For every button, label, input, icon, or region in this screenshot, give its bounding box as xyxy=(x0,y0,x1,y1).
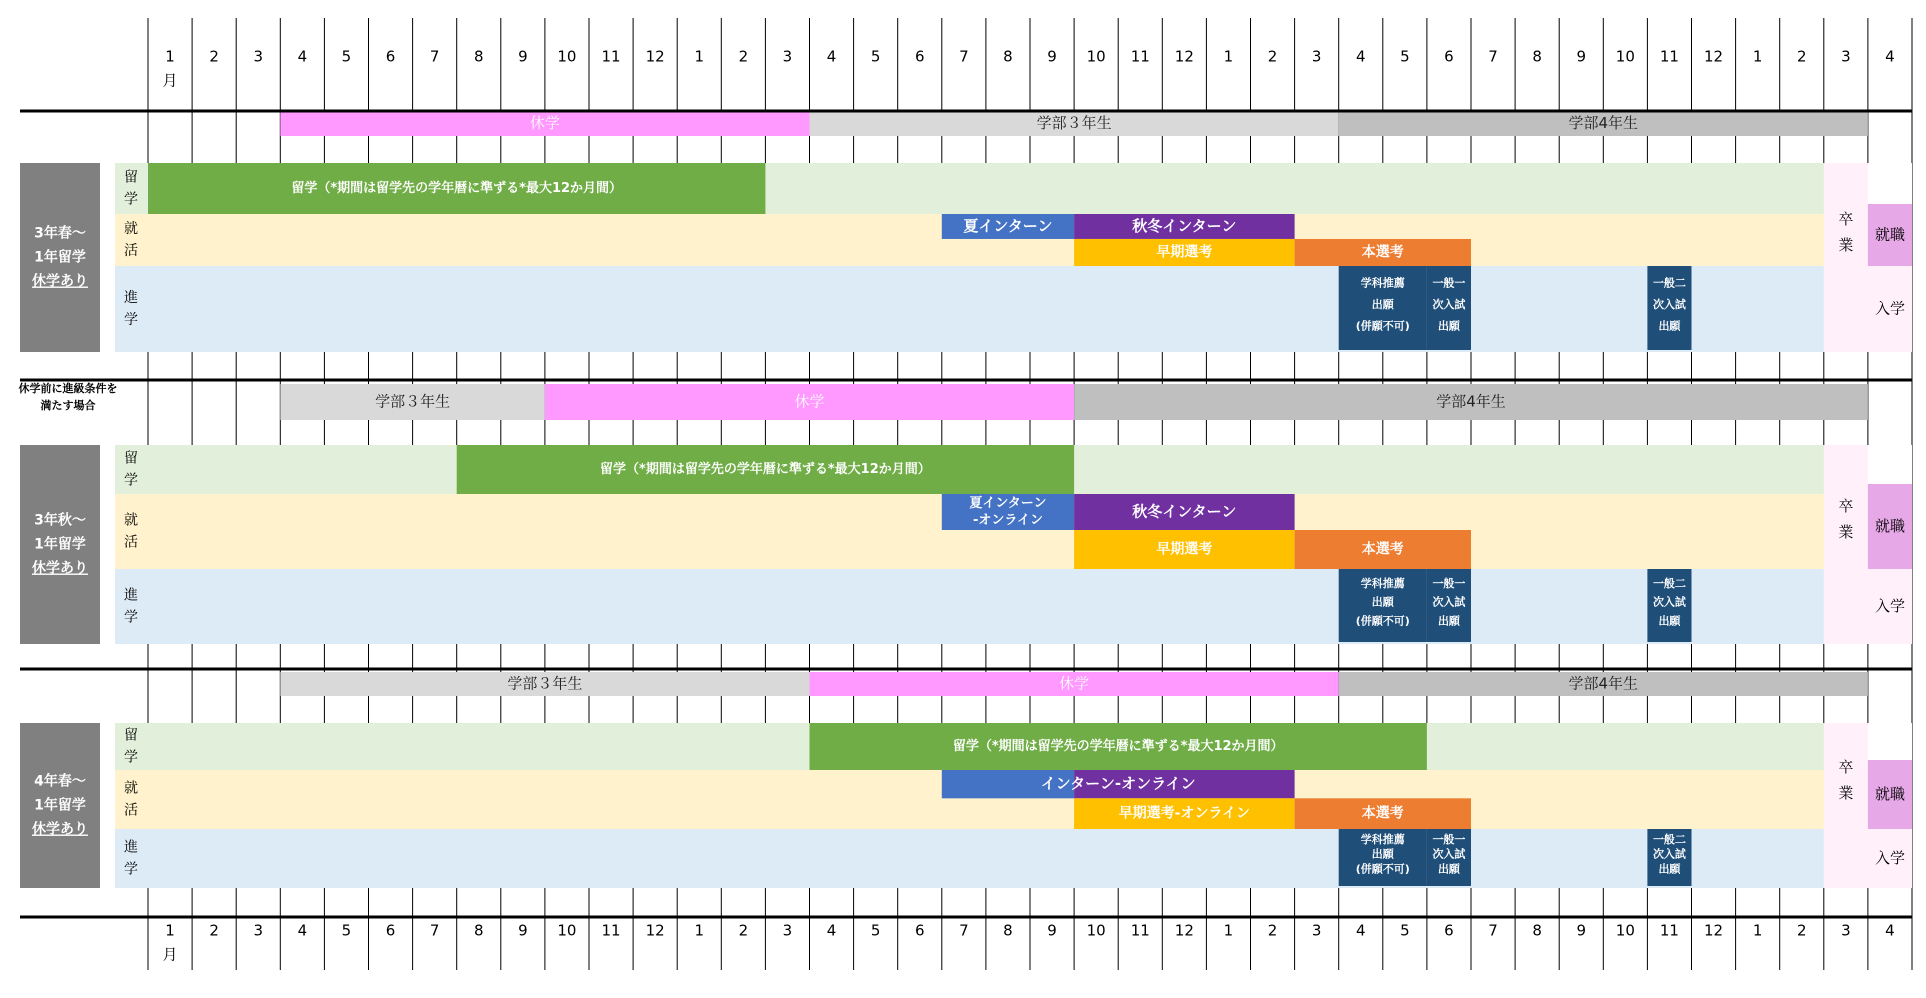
section-3-application-label: 次入試 xyxy=(1652,847,1686,861)
section-2-status-label: 休学 xyxy=(794,392,825,411)
section-3-grad-row-bg xyxy=(115,829,1912,888)
bottom-month-20: 8 xyxy=(1003,921,1013,940)
top-month-12: 12 xyxy=(645,47,665,66)
section-1-application-label: (併願不可) xyxy=(1355,319,1410,333)
section-2-application-label: 学科推薦 xyxy=(1360,576,1405,590)
section-3-graduation-label: 業 xyxy=(1838,784,1854,802)
bottom-month-9: 9 xyxy=(518,921,528,940)
section-1-graduation-column xyxy=(1824,163,1868,352)
section-3-row-label: 学 xyxy=(124,749,138,766)
bottom-month-25: 1 xyxy=(1223,921,1234,940)
bottom-month-32: 8 xyxy=(1532,921,1542,940)
section-1-row-label: 留 xyxy=(124,169,138,186)
bottom-month-17: 5 xyxy=(870,921,881,940)
section-2-row-label: 学 xyxy=(124,472,138,489)
bottom-month-unit: 月 xyxy=(162,945,178,964)
bottom-month-2: 2 xyxy=(209,921,219,940)
section-3-enrollment-label: 入学 xyxy=(1874,849,1905,867)
section-1-employment-label: 就職 xyxy=(1874,225,1905,244)
top-month-13: 1 xyxy=(694,47,705,66)
top-month-27: 3 xyxy=(1311,47,1322,66)
section-2-study-bar-label: 留学（*期間は留学先の学年暦に準ずる*最大12か月間） xyxy=(600,462,931,477)
top-month-25: 1 xyxy=(1223,47,1234,66)
section-2-enrollment-label: 入学 xyxy=(1874,597,1905,615)
section-3-row-label: 進 xyxy=(124,839,138,856)
section-2-graduation-label: 卒 xyxy=(1838,497,1854,515)
top-month-26: 2 xyxy=(1267,47,1278,66)
top-month-14: 2 xyxy=(738,47,749,66)
bottom-month-10: 10 xyxy=(557,921,577,940)
section-2-intern-bar-label: -オンライン xyxy=(972,513,1043,528)
section-3-application-label: 出願 xyxy=(1437,862,1460,876)
section-1-study-bar-label: 留学（*期間は留学先の学年暦に準ずる*最大12か月間） xyxy=(291,181,623,196)
section-2-intern-bar-label: 夏インターン xyxy=(969,496,1047,511)
top-month-39: 3 xyxy=(1841,47,1851,66)
section-3-row-label: 留 xyxy=(124,727,138,744)
bottom-month-15: 3 xyxy=(782,921,793,940)
section-3-row-label: 活 xyxy=(124,802,138,819)
section-1-row-label: 学 xyxy=(124,191,138,208)
top-month-30: 6 xyxy=(1444,47,1454,66)
section-1-intern-bar-label: 秋冬インターン xyxy=(1132,216,1237,235)
top-month-29: 5 xyxy=(1400,47,1410,66)
section-1-application-label: 学科推薦 xyxy=(1360,276,1405,290)
section-1-label-line: 休学あり xyxy=(32,273,88,290)
section-2-grad-row-bg xyxy=(115,569,1912,644)
bottom-month-1: 1 xyxy=(165,921,175,940)
bottom-month-11: 11 xyxy=(601,921,621,940)
bottom-month-28: 4 xyxy=(1355,921,1366,940)
section-2-note-line: 休学前に進級条件を xyxy=(18,382,118,395)
section-3-graduation-label: 卒 xyxy=(1838,758,1854,776)
section-3-label-line: 休学あり xyxy=(32,821,88,838)
section-3-application-label: 出願 xyxy=(1371,847,1394,861)
top-month-19: 7 xyxy=(959,47,969,66)
section-1-status-label: 休学 xyxy=(529,114,560,132)
section-2-label-line: 休学あり xyxy=(32,560,88,577)
bottom-month-3: 3 xyxy=(253,921,264,940)
section-1-row-label: 就 xyxy=(124,221,138,237)
section-3-status-label: 学部３年生 xyxy=(507,674,583,693)
top-month-11: 11 xyxy=(601,47,621,66)
section-2-graduation-label: 業 xyxy=(1838,523,1854,541)
top-month-9: 9 xyxy=(518,47,528,66)
section-3-graduation-column xyxy=(1824,723,1868,888)
top-month-unit: 月 xyxy=(162,71,178,90)
section-3-application-label: (併願不可) xyxy=(1355,862,1410,876)
section-1-selection-bar-label: 本選考 xyxy=(1361,244,1404,261)
section-2-note-line: 満たす場合 xyxy=(40,399,96,412)
top-month-32: 8 xyxy=(1532,47,1542,66)
section-2-employment-label: 就職 xyxy=(1874,517,1905,535)
section-1-application-label: 出願 xyxy=(1658,319,1681,333)
section-3-application-label: 一般一 xyxy=(1432,832,1466,846)
top-month-28: 4 xyxy=(1355,47,1366,66)
bottom-month-31: 7 xyxy=(1488,921,1498,940)
top-month-22: 10 xyxy=(1086,47,1106,66)
top-month-2: 2 xyxy=(209,47,219,66)
bottom-month-7: 7 xyxy=(429,921,440,940)
top-month-20: 8 xyxy=(1003,47,1013,66)
bottom-month-33: 9 xyxy=(1576,921,1587,940)
section-1-status-label: 学部4年生 xyxy=(1568,114,1639,132)
section-2-status-label: 学部4年生 xyxy=(1436,392,1506,411)
section-3-intern-bar-label: インターン-オンライン xyxy=(1040,774,1196,793)
section-1-application-label: 次入試 xyxy=(1432,298,1466,311)
section-1-label-line: 3年春～ xyxy=(34,225,86,242)
section-2-application-label: 出願 xyxy=(1658,614,1681,628)
top-month-38: 2 xyxy=(1796,47,1807,66)
section-1-row-label: 活 xyxy=(124,243,138,259)
bottom-month-16: 4 xyxy=(826,921,837,940)
section-1-status-label: 学部３年生 xyxy=(1036,114,1112,132)
top-month-31: 7 xyxy=(1488,47,1498,66)
section-2-row-label: 学 xyxy=(124,609,138,626)
section-2-application-label: 出願 xyxy=(1437,614,1460,628)
top-month-40: 4 xyxy=(1885,47,1895,66)
bottom-month-37: 1 xyxy=(1752,921,1763,940)
bottom-month-5: 5 xyxy=(341,921,352,940)
top-month-6: 6 xyxy=(385,47,396,66)
bottom-month-6: 6 xyxy=(385,921,396,940)
section-2-row-label: 進 xyxy=(124,587,138,604)
bottom-month-4: 4 xyxy=(297,921,308,940)
section-2-intern-bar-label: 秋冬インターン xyxy=(1132,502,1237,521)
bottom-month-39: 3 xyxy=(1841,921,1851,940)
bottom-month-8: 8 xyxy=(473,921,484,940)
bottom-month-29: 5 xyxy=(1400,921,1410,940)
bottom-month-18: 6 xyxy=(914,921,925,940)
section-1-application-label: 出願 xyxy=(1371,298,1394,311)
section-3-row-label: 就 xyxy=(124,780,138,797)
section-2-label-line: 1年留学 xyxy=(34,536,86,553)
top-month-36: 12 xyxy=(1704,47,1724,66)
section-1-row-label: 学 xyxy=(124,312,138,328)
bottom-month-19: 7 xyxy=(959,921,969,940)
section-3-status-label: 休学 xyxy=(1059,674,1090,693)
section-1-label-line: 1年留学 xyxy=(34,249,86,266)
bottom-month-23: 11 xyxy=(1130,921,1150,940)
section-2-application-label: 一般二 xyxy=(1652,576,1686,590)
top-month-16: 4 xyxy=(826,47,837,66)
section-2-row-label: 就 xyxy=(124,512,138,529)
top-month-15: 3 xyxy=(782,47,793,66)
top-month-7: 7 xyxy=(429,47,440,66)
bottom-month-21: 9 xyxy=(1047,921,1057,940)
section-1-application-label: 次入試 xyxy=(1652,298,1686,311)
section-1-enrollment-label: 入学 xyxy=(1874,299,1905,318)
top-month-17: 5 xyxy=(870,47,881,66)
bottom-month-34: 10 xyxy=(1615,921,1635,940)
section-2-selection-bar-label: 本選考 xyxy=(1361,541,1404,558)
section-1-row-label: 進 xyxy=(124,290,138,306)
bottom-month-30: 6 xyxy=(1444,921,1454,940)
top-month-34: 10 xyxy=(1615,47,1635,66)
bottom-month-22: 10 xyxy=(1086,921,1106,940)
top-month-1: 1 xyxy=(165,47,175,66)
section-1-application-label: 出願 xyxy=(1437,319,1460,333)
section-3-employment-label: 就職 xyxy=(1874,785,1905,803)
section-3-study-bar-label: 留学（*期間は留学先の学年暦に準ずる*最大12か月間） xyxy=(952,739,1284,754)
section-2-application-label: 次入試 xyxy=(1652,595,1686,609)
bottom-month-24: 12 xyxy=(1174,921,1194,940)
section-1-selection-bar-label: 早期選考 xyxy=(1156,244,1213,261)
top-month-10: 10 xyxy=(557,47,577,66)
section-1-graduation-label: 業 xyxy=(1838,236,1854,254)
section-1-grad-row-bg xyxy=(115,266,1912,352)
bottom-month-36: 12 xyxy=(1704,921,1724,940)
section-2-selection-bar-label: 早期選考 xyxy=(1156,541,1213,558)
section-1-application-label: 一般一 xyxy=(1432,276,1466,290)
top-month-33: 9 xyxy=(1576,47,1587,66)
section-3-application-label: 出願 xyxy=(1658,862,1681,876)
section-2-row-label: 活 xyxy=(124,534,138,551)
section-3-application-label: 次入試 xyxy=(1432,847,1466,861)
section-3-label-line: 1年留学 xyxy=(34,797,86,814)
section-3-status-label: 学部4年生 xyxy=(1568,674,1639,693)
bottom-month-27: 3 xyxy=(1311,921,1322,940)
top-month-21: 9 xyxy=(1047,47,1057,66)
bottom-month-35: 11 xyxy=(1659,921,1679,940)
bottom-month-26: 2 xyxy=(1267,921,1278,940)
bottom-month-12: 12 xyxy=(645,921,665,940)
bottom-month-38: 2 xyxy=(1796,921,1807,940)
section-3-selection-bar-label: 本選考 xyxy=(1361,805,1404,822)
top-month-23: 11 xyxy=(1130,47,1150,66)
section-2-application-label: 次入試 xyxy=(1432,595,1466,609)
section-2-application-label: (併願不可) xyxy=(1355,614,1410,628)
section-3-selection-bar-label: 早期選考-オンライン xyxy=(1118,805,1251,822)
section-2-application-label: 出願 xyxy=(1371,595,1394,609)
top-month-8: 8 xyxy=(473,47,484,66)
section-1-application-label: 一般二 xyxy=(1652,276,1686,290)
section-2-status-label: 学部３年生 xyxy=(375,392,451,411)
bottom-month-13: 1 xyxy=(694,921,705,940)
bottom-month-40: 4 xyxy=(1885,921,1895,940)
section-1-graduation-label: 卒 xyxy=(1838,210,1854,228)
section-3-application-label: 学科推薦 xyxy=(1360,832,1405,846)
top-month-37: 1 xyxy=(1752,47,1763,66)
section-2-label-line: 3年秋～ xyxy=(34,512,86,529)
top-month-18: 6 xyxy=(914,47,925,66)
top-month-5: 5 xyxy=(341,47,352,66)
section-3-application-label: 一般二 xyxy=(1652,832,1686,846)
section-2-row-label: 留 xyxy=(124,450,138,467)
section-3-label-line: 4年春～ xyxy=(34,773,86,790)
top-month-35: 11 xyxy=(1659,47,1679,66)
top-month-4: 4 xyxy=(297,47,308,66)
section-2-graduation-column xyxy=(1824,445,1868,644)
top-month-3: 3 xyxy=(253,47,264,66)
bottom-month-14: 2 xyxy=(738,921,749,940)
section-3-row-label: 学 xyxy=(124,861,138,878)
top-month-24: 12 xyxy=(1174,47,1194,66)
section-2-application-label: 一般一 xyxy=(1432,576,1466,590)
section-1-intern-bar-label: 夏インターン xyxy=(963,216,1053,235)
